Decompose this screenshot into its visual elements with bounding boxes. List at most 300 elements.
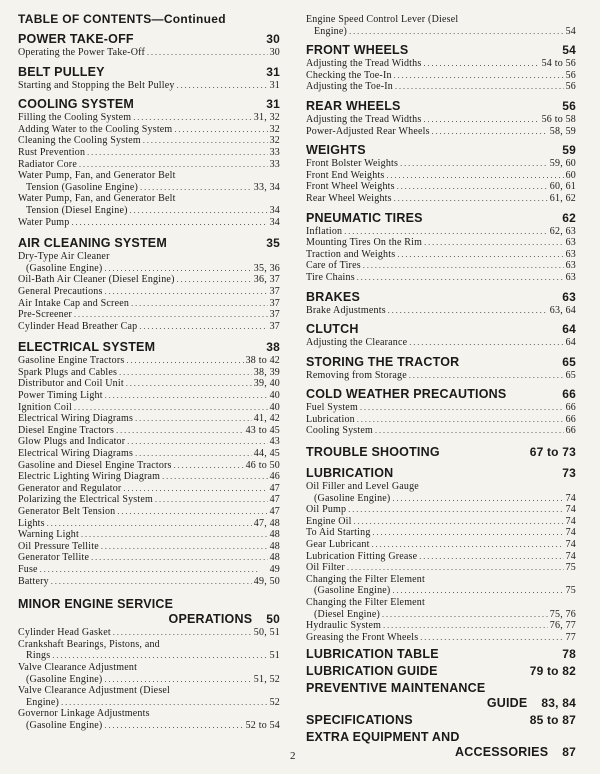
toc-entry-label: General Precautions bbox=[18, 285, 103, 297]
toc-entry-page: 40 bbox=[269, 390, 280, 402]
toc-entry-page: 61, 62 bbox=[549, 192, 576, 204]
section-title: STORING THE TRACTOR bbox=[306, 354, 460, 369]
section-title: COLD WEATHER PRECAUTIONS bbox=[306, 387, 507, 402]
toc-entry bbox=[306, 493, 576, 505]
toc-entry-label: Gear Lubricant bbox=[306, 539, 370, 551]
dot-leader bbox=[74, 309, 268, 321]
toc-entry bbox=[306, 260, 576, 272]
section-title-cont: OPERATIONS bbox=[168, 612, 253, 627]
section-title-cont: GUIDE bbox=[486, 696, 528, 711]
dot-leader bbox=[394, 193, 548, 205]
toc-entry bbox=[18, 518, 280, 530]
toc-entry-label: Rust Prevention bbox=[18, 146, 86, 158]
toc-entry-page: 56 bbox=[565, 69, 576, 81]
toc-entry-label: Gasoline Engine Tractors bbox=[18, 355, 125, 367]
toc-entry-page: 75, 76 bbox=[549, 608, 576, 620]
section-page: 38 bbox=[266, 340, 280, 355]
dot-leader bbox=[79, 159, 268, 171]
section-title: POWER TAKE-OFF bbox=[18, 32, 134, 46]
toc-entry-page: 50, 51 bbox=[253, 627, 280, 639]
dot-leader bbox=[423, 58, 539, 70]
toc-entry bbox=[18, 355, 280, 367]
section-page: 65 bbox=[562, 354, 576, 369]
toc-entry bbox=[306, 170, 576, 182]
section-title: BELT PULLEY bbox=[18, 64, 105, 79]
toc-entry-page: 63 bbox=[565, 237, 576, 249]
section-page: 31 bbox=[266, 64, 280, 79]
section-title: LUBRICATION bbox=[306, 466, 394, 481]
toc-entry bbox=[18, 159, 280, 171]
toc-header: TABLE OF CONTENTS—Continued bbox=[18, 12, 226, 26]
toc-entry bbox=[18, 367, 280, 379]
toc-entry bbox=[18, 170, 280, 182]
toc-entry-label: Pre-Screener bbox=[18, 309, 73, 321]
toc-entry bbox=[306, 272, 576, 284]
section-heading bbox=[306, 322, 576, 337]
toc-entry-page: 77 bbox=[565, 631, 576, 643]
dot-leader bbox=[432, 126, 548, 138]
toc-entry bbox=[18, 274, 280, 286]
toc-entry-label: Spark Plugs and Cables bbox=[18, 366, 118, 378]
toc-entry-page: 47, 48 bbox=[253, 517, 280, 529]
section-title: ELECTRICAL SYSTEM bbox=[18, 340, 156, 355]
toc-entry-page: 49, 50 bbox=[253, 575, 280, 587]
toc-entry-label: Oil-Bath Air Cleaner (Diesel Engine) bbox=[18, 274, 175, 286]
toc-entry bbox=[18, 494, 280, 506]
toc-entry-page: 60, 61 bbox=[549, 181, 576, 193]
toc-section bbox=[306, 445, 576, 460]
toc-entry-page: 38 to 42 bbox=[245, 355, 280, 367]
toc-entry-label: (Gasoline Engine) bbox=[26, 262, 103, 274]
section-title: PNEUMATIC TIRES bbox=[306, 210, 423, 225]
toc-entry-page: 31, 32 bbox=[253, 112, 280, 124]
dot-leader bbox=[105, 286, 268, 298]
toc-entry bbox=[306, 632, 576, 644]
toc-entry-page: 47 bbox=[269, 482, 280, 494]
toc-entry bbox=[18, 205, 280, 217]
dot-leader bbox=[74, 402, 268, 414]
toc-entry-label: Dry-Type Air Cleaner bbox=[18, 251, 110, 263]
section-heading bbox=[18, 236, 280, 251]
toc-section bbox=[306, 664, 576, 679]
toc-entry bbox=[18, 552, 280, 564]
toc-section bbox=[306, 43, 576, 93]
dot-leader bbox=[47, 518, 252, 530]
toc-section bbox=[18, 32, 280, 59]
dot-leader bbox=[357, 272, 564, 284]
section-heading bbox=[18, 597, 280, 612]
toc-section bbox=[18, 97, 280, 228]
toc-entry-page: 49 bbox=[269, 563, 280, 575]
toc-entry-label: Mounting Tires On the Rim bbox=[306, 237, 423, 249]
right-column bbox=[306, 0, 576, 760]
toc-entry-label: Cylinder Head Gasket bbox=[18, 627, 111, 639]
dot-leader bbox=[155, 494, 268, 506]
toc-entry-page: 30 bbox=[269, 47, 280, 58]
toc-entry bbox=[306, 14, 576, 26]
toc-section bbox=[306, 211, 576, 284]
dot-leader bbox=[400, 158, 548, 170]
toc-entry bbox=[18, 483, 280, 495]
right-sections bbox=[306, 43, 576, 760]
toc-entry bbox=[306, 126, 576, 138]
toc-entry-page: 51 bbox=[269, 650, 280, 662]
toc-entry bbox=[18, 251, 280, 263]
dot-leader bbox=[140, 182, 252, 194]
dot-leader bbox=[174, 460, 244, 472]
toc-entry-page: 66 bbox=[565, 425, 576, 437]
toc-entry-label: Electrical Wiring Diagrams bbox=[18, 413, 134, 425]
toc-entry-label: Water Pump, Fan, and Generator Belt bbox=[18, 193, 176, 205]
dot-leader bbox=[126, 378, 252, 390]
toc-entry-label: Greasing the Front Wheels bbox=[306, 631, 419, 643]
toc-entry-page: 63, 64 bbox=[549, 304, 576, 316]
section-title: EXTRA EQUIPMENT AND bbox=[306, 730, 460, 745]
toc-entry-label: Water Pump, Fan, and Generator Belt bbox=[18, 170, 176, 182]
dot-leader bbox=[382, 609, 548, 621]
toc-entry-page: 43 to 45 bbox=[245, 424, 280, 436]
toc-entry bbox=[18, 193, 280, 205]
toc-entry-page: 33 bbox=[269, 158, 280, 170]
section-heading bbox=[18, 65, 280, 80]
toc-entry-page: 43 bbox=[269, 436, 280, 448]
toc-entry-page: 48 bbox=[269, 529, 280, 541]
toc-entry bbox=[306, 249, 576, 261]
section-page: 79 to 82 bbox=[529, 664, 576, 679]
dot-leader bbox=[162, 471, 267, 483]
dot-leader bbox=[135, 448, 252, 460]
toc-entry-label: Fuel System bbox=[306, 402, 358, 414]
section-title: WEIGHTS bbox=[306, 143, 366, 158]
section-heading bbox=[306, 466, 576, 481]
section-page: 62 bbox=[562, 210, 576, 225]
toc-entry bbox=[306, 425, 576, 437]
dot-leader bbox=[388, 305, 548, 317]
toc-entry bbox=[18, 286, 280, 298]
dot-leader bbox=[61, 697, 268, 709]
toc-entry-label: Traction and Weights bbox=[306, 248, 396, 260]
toc-entry bbox=[18, 182, 280, 194]
section-heading bbox=[18, 97, 280, 112]
dot-leader bbox=[357, 414, 564, 426]
page-number: 2 bbox=[290, 750, 296, 762]
toc-entry bbox=[18, 650, 280, 662]
section-page: 63 bbox=[562, 289, 576, 304]
toc-entry-page: 32 bbox=[269, 123, 280, 135]
toc-entry-page: 75 bbox=[565, 585, 576, 597]
dot-leader bbox=[133, 112, 252, 124]
toc-entry-label: Engine Oil bbox=[306, 515, 352, 527]
toc-entry-label: Changing the Filter Element bbox=[306, 597, 425, 608]
section-page: 73 bbox=[562, 466, 576, 481]
toc-entry bbox=[18, 720, 280, 732]
section-heading bbox=[18, 32, 280, 47]
toc-entry-label: Operating the Power Take-Off bbox=[18, 47, 145, 58]
toc-entry-label: Power Timing Light bbox=[18, 390, 103, 402]
dot-leader bbox=[177, 80, 268, 92]
toc-entry-label: Cylinder Head Breather Cap bbox=[18, 320, 138, 332]
toc-entry-page: 74 bbox=[565, 492, 576, 504]
toc-entry bbox=[18, 506, 280, 518]
toc-section bbox=[18, 65, 280, 92]
toc-entry-label: Adjusting the Clearance bbox=[306, 337, 408, 349]
dot-leader bbox=[395, 81, 564, 93]
dot-leader bbox=[113, 627, 252, 639]
toc-entry-page: 75 bbox=[565, 562, 576, 574]
section-page: 64 bbox=[562, 322, 576, 337]
toc-entry-label: Engine) bbox=[314, 25, 348, 37]
toc-entry bbox=[306, 26, 576, 38]
dot-leader bbox=[177, 274, 252, 286]
toc-section bbox=[306, 730, 576, 760]
toc-entry bbox=[18, 390, 280, 402]
toc-section bbox=[18, 597, 280, 731]
toc-entry bbox=[18, 135, 280, 147]
toc-entry-label: Hydraulic System bbox=[306, 620, 382, 632]
toc-entry bbox=[18, 529, 280, 541]
toc-entry-label: Water Pump bbox=[18, 216, 70, 228]
toc-section bbox=[306, 681, 576, 711]
dot-leader bbox=[104, 674, 251, 686]
section-title: SPECIFICATIONS bbox=[306, 713, 413, 728]
toc-entry-page: 74 bbox=[565, 527, 576, 539]
dot-leader bbox=[392, 493, 563, 505]
dot-leader bbox=[81, 529, 268, 541]
dot-leader bbox=[104, 263, 251, 275]
toc-entry-label: Power-Adjusted Rear Wheels bbox=[306, 125, 430, 137]
dot-leader bbox=[135, 413, 252, 425]
toc-entry-page: 63 bbox=[565, 260, 576, 272]
dot-leader bbox=[348, 504, 563, 516]
toc-entry-label: Starting and Stopping the Belt Pulley bbox=[18, 79, 175, 91]
toc-entry-label: Tension (Gasoline Engine) bbox=[26, 181, 139, 193]
toc-entry bbox=[18, 460, 280, 472]
toc-entry-page: 66 bbox=[565, 402, 576, 414]
toc-entry-page: 64 bbox=[565, 337, 576, 349]
toc-entry bbox=[18, 471, 280, 483]
toc-entry bbox=[18, 697, 280, 709]
dot-leader bbox=[373, 527, 564, 539]
toc-entry-page: 36, 37 bbox=[253, 274, 280, 286]
dot-leader bbox=[116, 425, 244, 437]
toc-entry-label: Tension (Diesel Engine) bbox=[26, 204, 128, 216]
toc-entry-page: 47 bbox=[269, 494, 280, 506]
toc-entry bbox=[306, 370, 576, 382]
toc-entry bbox=[18, 80, 280, 92]
dot-leader bbox=[392, 585, 563, 597]
dot-leader bbox=[52, 650, 267, 662]
toc-entry-page: 37 bbox=[269, 285, 280, 297]
toc-entry-page: 54 bbox=[565, 25, 576, 37]
toc-entry bbox=[18, 541, 280, 553]
toc-entry bbox=[18, 413, 280, 425]
toc-section bbox=[306, 143, 576, 204]
section-heading-cont bbox=[306, 696, 576, 711]
toc-entry-page: 46 to 50 bbox=[245, 459, 280, 471]
section-title: AIR CLEANING SYSTEM bbox=[18, 236, 167, 251]
toc-entry-page: 37 bbox=[269, 297, 280, 309]
toc-entry-label: Generator and Regulator bbox=[18, 482, 122, 494]
toc-entry-label: Filling the Cooling System bbox=[18, 112, 132, 124]
section-page: 30 bbox=[266, 32, 280, 46]
toc-section bbox=[306, 290, 576, 317]
dot-leader bbox=[130, 205, 268, 217]
dot-leader bbox=[139, 321, 267, 333]
dot-leader bbox=[119, 367, 252, 379]
toc-entry-label: Checking the Toe-In bbox=[306, 69, 392, 81]
toc-section bbox=[306, 647, 576, 662]
toc-entry-label: Tire Chains bbox=[306, 271, 355, 283]
dot-leader bbox=[363, 260, 564, 272]
section-page: 67 to 73 bbox=[529, 445, 576, 460]
section-title: REAR WHEELS bbox=[306, 98, 401, 113]
dot-leader bbox=[104, 720, 243, 732]
dot-leader bbox=[51, 576, 252, 588]
toc-entry-label: Lubrication Fitting Grease bbox=[306, 550, 418, 562]
toc-entry bbox=[18, 639, 280, 651]
toc-entry bbox=[306, 481, 576, 493]
toc-entry-label: Rings bbox=[26, 650, 51, 662]
toc-entry-page: 54 to 56 bbox=[541, 58, 576, 70]
toc-entry-page: 40 bbox=[269, 401, 280, 413]
dot-leader bbox=[126, 355, 243, 367]
section-title: LUBRICATION TABLE bbox=[306, 647, 439, 662]
toc-entry-label: (Gasoline Engine) bbox=[314, 585, 391, 597]
toc-entry bbox=[306, 551, 576, 563]
toc-section bbox=[306, 713, 576, 728]
toc-entry-page: 56 to 58 bbox=[541, 113, 576, 125]
dot-leader bbox=[423, 114, 539, 126]
toc-entry bbox=[18, 309, 280, 321]
toc-entry bbox=[18, 674, 280, 686]
dot-leader bbox=[360, 402, 564, 414]
toc-entry-page: 63 bbox=[565, 271, 576, 283]
toc-section bbox=[306, 466, 576, 643]
toc-entry-page: 37 bbox=[269, 320, 280, 332]
toc-entry bbox=[18, 298, 280, 310]
toc-entry bbox=[18, 263, 280, 275]
toc-entry-label: Valve Clearance Adjustment bbox=[18, 661, 138, 673]
toc-entry-page: 76, 77 bbox=[549, 620, 576, 632]
toc-entry bbox=[18, 662, 280, 674]
toc-entry bbox=[306, 562, 576, 574]
toc-entry bbox=[306, 237, 576, 249]
dot-leader bbox=[387, 170, 564, 182]
section-page: 87 bbox=[562, 745, 576, 760]
toc-entry-page: 33 bbox=[269, 146, 280, 158]
dot-leader bbox=[147, 47, 268, 59]
section-heading bbox=[306, 730, 576, 745]
toc-entry-label: Warning Light bbox=[18, 529, 79, 541]
section-page: 59 bbox=[562, 143, 576, 158]
section-heading bbox=[306, 647, 576, 662]
toc-entry-page: 32 bbox=[269, 135, 280, 147]
dot-leader bbox=[117, 506, 267, 518]
toc-entry bbox=[306, 305, 576, 317]
section-heading bbox=[306, 99, 576, 114]
toc-entry bbox=[306, 414, 576, 426]
toc-entry-label: Ignition Coil bbox=[18, 401, 72, 413]
dot-leader bbox=[409, 370, 564, 382]
section-heading bbox=[306, 387, 576, 402]
toc-entry-page: 38, 39 bbox=[253, 366, 280, 378]
toc-entry-label: Removing from Storage bbox=[306, 369, 407, 381]
toc-entry-page: 47 bbox=[269, 506, 280, 517]
toc-entry bbox=[306, 158, 576, 170]
toc-entry bbox=[306, 539, 576, 551]
toc-entry-label: Distributor and Coil Unit bbox=[18, 378, 124, 390]
toc-entry-page: 63 bbox=[565, 248, 576, 260]
toc-entry-page: 41, 42 bbox=[253, 413, 280, 425]
toc-entry bbox=[306, 402, 576, 414]
toc-entry bbox=[18, 402, 280, 414]
toc-entry-label: Engine) bbox=[26, 696, 60, 708]
left-sections bbox=[18, 32, 280, 732]
toc-entry-page: 44, 45 bbox=[253, 448, 280, 460]
toc-entry bbox=[18, 47, 280, 59]
toc-entry-page: 74 bbox=[565, 539, 576, 551]
toc-entry-label: Air Intake Cap and Screen bbox=[18, 297, 130, 309]
toc-entry-page: 33, 34 bbox=[253, 181, 280, 193]
toc-entry-page: 48 bbox=[269, 540, 280, 552]
toc-entry bbox=[306, 620, 576, 632]
toc-entry-label: (Gasoline Engine) bbox=[314, 492, 391, 504]
toc-entry-label: Cooling System bbox=[306, 425, 373, 437]
toc-entry bbox=[306, 193, 576, 205]
toc-entry-label: Electrical Wiring Diagrams bbox=[18, 448, 134, 460]
toc-entry bbox=[306, 504, 576, 516]
toc-entry-page: 39, 40 bbox=[253, 378, 280, 390]
section-title: FRONT WHEELS bbox=[306, 43, 409, 58]
toc-entry-label: Radiator Core bbox=[18, 158, 77, 170]
toc-entry-label: (Gasoline Engine) bbox=[26, 673, 103, 685]
dot-leader bbox=[131, 298, 268, 310]
section-heading bbox=[306, 664, 576, 679]
toc-entry bbox=[306, 81, 576, 93]
dot-leader bbox=[409, 337, 563, 349]
dot-leader bbox=[424, 237, 563, 249]
dot-leader bbox=[347, 562, 564, 574]
toc-entry-page: 66 bbox=[565, 413, 576, 425]
toc-entry-label: (Gasoline Engine) bbox=[26, 719, 103, 731]
toc-entry bbox=[18, 564, 280, 576]
toc-entry-label: Oil Pressure Tellite bbox=[18, 540, 99, 552]
toc-entry-page: 58, 59 bbox=[549, 125, 576, 137]
toc-entry-page: 65 bbox=[565, 369, 576, 381]
section-heading bbox=[306, 290, 576, 305]
section-page: 66 bbox=[562, 387, 576, 402]
section-heading bbox=[306, 43, 576, 58]
section-title: MINOR ENGINE SERVICE bbox=[18, 597, 174, 612]
toc-entry bbox=[306, 337, 576, 349]
section-heading-cont bbox=[306, 745, 576, 760]
toc-section bbox=[306, 387, 576, 437]
toc-entry bbox=[18, 448, 280, 460]
toc-entry-label: Electric Lighting Wiring Diagram bbox=[18, 471, 161, 483]
toc-entry-label: Glow Plugs and Indicator bbox=[18, 436, 126, 448]
toc-entry bbox=[306, 516, 576, 528]
toc-entry-label: Front Wheel Weights bbox=[306, 181, 395, 193]
toc-entry-label: Cleaning the Cooling System bbox=[18, 135, 141, 147]
toc-entry bbox=[18, 124, 280, 136]
dot-leader bbox=[419, 551, 563, 563]
toc-entry-label: Engine Speed Control Lever (Diesel bbox=[306, 14, 459, 25]
toc-entry-label: Front End Weights bbox=[306, 169, 385, 181]
section-heading-cont bbox=[18, 612, 280, 627]
toc-entry-page: 60 bbox=[565, 169, 576, 181]
toc-section bbox=[18, 236, 280, 332]
section-page: 35 bbox=[266, 236, 280, 251]
